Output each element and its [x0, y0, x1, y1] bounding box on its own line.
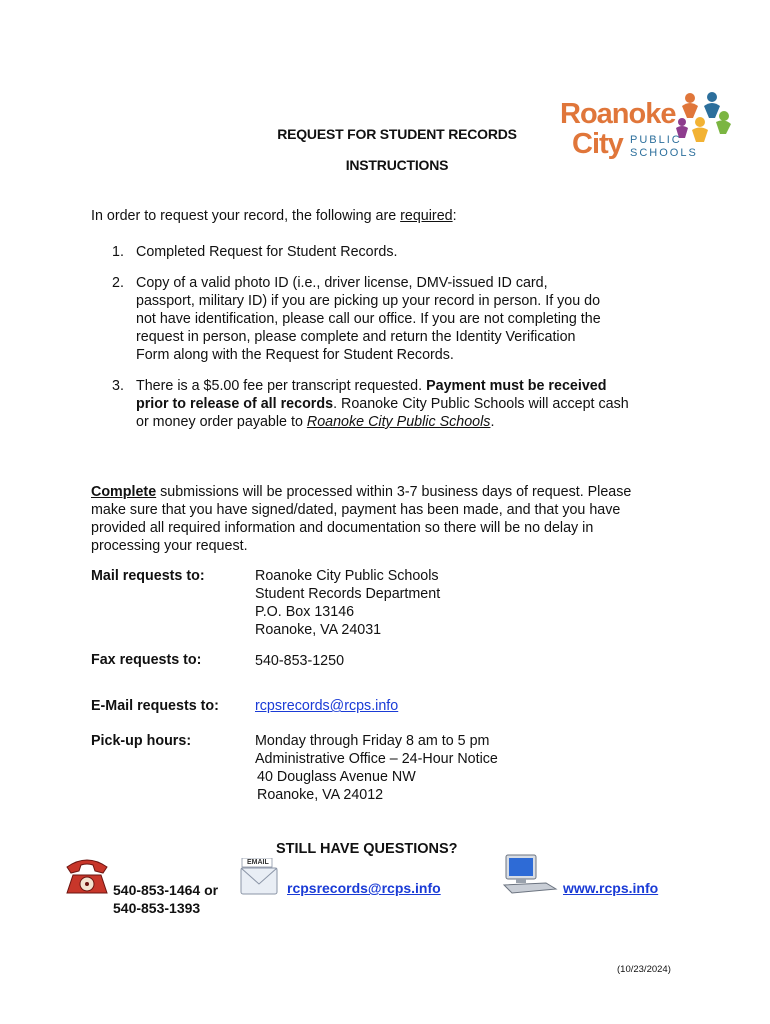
- pickup-line: Administrative Office – 24-Hour Notice: [255, 751, 498, 767]
- intro-required: required: [400, 208, 453, 224]
- mail-address-line: Roanoke City Public Schools: [255, 568, 439, 584]
- pickup-line: 40 Douglass Avenue NW: [257, 769, 416, 785]
- step-text-line: not have identification, please call our office. If you are not completing the: [136, 311, 601, 327]
- processing-paragraph: [91, 483, 691, 555]
- page-subtitle: INSTRUCTIONS: [345, 157, 449, 173]
- website-link[interactable]: www.rcps.info: [563, 880, 659, 896]
- step-text-bold: prior to release of all records: [136, 396, 334, 412]
- phone-numbers: [113, 881, 218, 917]
- requirement-item-3: [112, 377, 672, 435]
- requirement-item-2: [112, 274, 672, 369]
- step-text: or money order payable to: [136, 414, 307, 430]
- logo-public-text: PUBLIC: [630, 134, 682, 146]
- mail-address-line: P.O. Box 13146: [255, 604, 355, 620]
- pickup-line: Roanoke, VA 24012: [257, 787, 384, 803]
- step-text-line: Copy of a valid photo ID (i.e., driver license, DMV-issued ID card,: [136, 275, 548, 291]
- pickup-line: Monday through Friday 8 am to 5 pm: [255, 733, 490, 749]
- phone-number-1: 540-853-1464 or: [113, 882, 219, 898]
- phone-number-2: 540-853-1393: [113, 900, 201, 916]
- pickup-label: Pick-up hours:: [91, 733, 192, 749]
- pickup-details: [255, 732, 498, 804]
- intro-prefix: In order to request your record, the following are: [91, 208, 401, 224]
- processing-line: processing your request.: [91, 538, 248, 554]
- step-text: .: [490, 414, 495, 430]
- complete-emphasis: Complete: [91, 484, 157, 500]
- logo-city-text: City: [572, 128, 623, 160]
- email-link[interactable]: rcpsrecords@rcps.info: [255, 698, 399, 714]
- step-number: 2.: [112, 275, 124, 291]
- email-icon-label: EMAIL: [247, 859, 269, 866]
- intro-suffix: :: [452, 208, 457, 224]
- step-text-bold: Payment must be received: [426, 378, 607, 394]
- fax-number: 540-853-1250: [255, 653, 345, 669]
- logo-roanoke-text: Roanoke: [560, 98, 676, 130]
- questions-heading: STILL HAVE QUESTIONS?: [276, 841, 458, 857]
- step-text: . Roanoke City Public Schools will accept cash: [333, 396, 629, 412]
- intro-text: [91, 207, 457, 225]
- revision-date: (10/23/2024): [617, 964, 671, 975]
- mail-address-line: Student Records Department: [255, 586, 441, 602]
- email-label: E-Mail requests to:: [91, 698, 219, 714]
- step-text-line: request in person, please complete and return the Identity Verification: [136, 329, 576, 345]
- mail-address: [255, 567, 440, 639]
- payee-name: Roanoke City Public Schools: [306, 414, 491, 430]
- computer-icon: [500, 853, 558, 895]
- step-text-line: Form along with the Request for Student Records.: [136, 347, 454, 363]
- step-number: 1.: [112, 244, 124, 260]
- fax-label: Fax requests to:: [91, 652, 202, 668]
- step-number: 3.: [112, 378, 124, 394]
- mail-label: Mail requests to:: [91, 568, 205, 584]
- step-text-line: passport, military ID) if you are picking up your record in person. If you do: [136, 293, 601, 309]
- mail-address-line: Roanoke, VA 24031: [255, 622, 382, 638]
- processing-line: provided all required information and documentation so there will be no delay in: [91, 520, 594, 536]
- step-text: There is a $5.00 fee per transcript requested.: [136, 378, 427, 394]
- processing-line: submissions will be processed within 3-7 business days of request. Please: [156, 484, 632, 500]
- processing-line: make sure that you have signed/dated, payment has been made, and that you have: [91, 502, 621, 518]
- page-title: REQUEST FOR STUDENT RECORDS: [277, 126, 517, 142]
- telephone-icon: [63, 855, 111, 897]
- footer-email-link[interactable]: rcpsrecords@rcps.info: [287, 880, 441, 896]
- logo-schools-text: SCHOOLS: [630, 147, 698, 159]
- step-text: Completed Request for Student Records.: [136, 244, 398, 260]
